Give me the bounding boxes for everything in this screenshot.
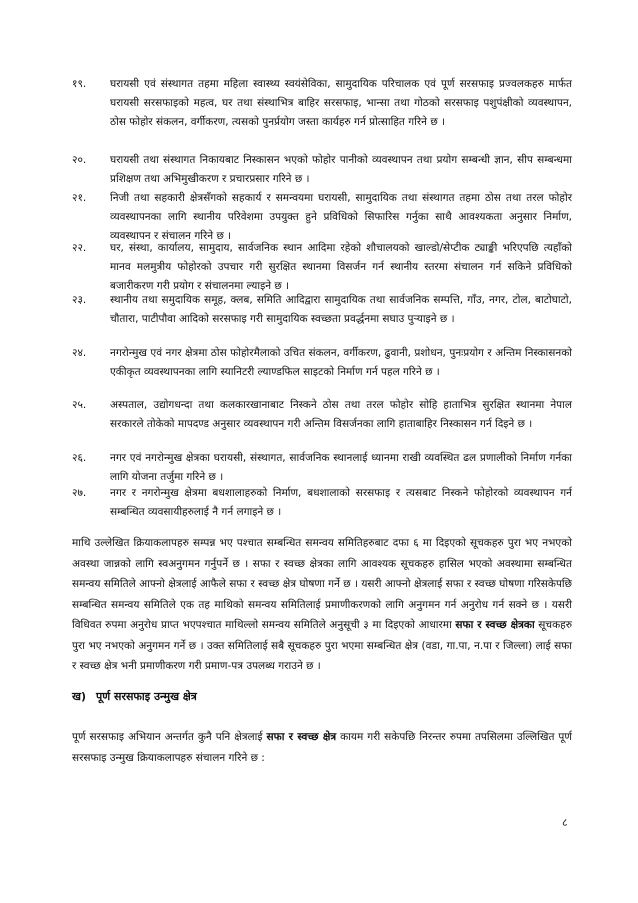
list-item-text: स्थानीय तथा समुदायिक समूह, क्लब, समिति आदिद्वारा सामुदायिक तथा सार्वजनिक सम्पत्ति, गाँउ, नगर, टोल, बाटोघाटो, चौतारा, पाटीपौवा आदिको सरसफाइ गरी सामुदायिक स्वच्छता प्रवर्द्धनमा सघाउ पुऱ्याइने छ । — [110, 294, 572, 325]
paragraph-bold-text: सफा र स्वच्छ क्षेत्र — [266, 731, 337, 743]
list-item-text: अस्पताल, उद्योगधन्दा तथा कलकारखानाबाट निस्कने ठोस तथा तरल फोहोर सोहि हाताभित्र सुरक्षित स्थानमा नेपाल सरकारले तोकेको मापदण्ड अनुसार व्यवस्थापन गरी अन्तिम विसर्जनका लागि हाताबाहिर निस्कासन गर्न दिइने छ । — [110, 399, 572, 430]
paragraph-bold-text: सफा र स्वच्छ क्षेत्रका — [455, 619, 535, 631]
section-heading-label: ख) — [72, 690, 87, 703]
monitoring-paragraph — [72, 533, 572, 677]
list-item-text: नगर र नगरोन्मुख क्षेत्रमा बधशालाहरुको निर्माण, बधशालाको सरसफाइ र त्यसबाट निस्कने फोहोरको व्यवस्थापन गर्न सम्बन्धित व्यवसायीहरुलाई नै गर्न लगाइने छ । — [110, 487, 572, 518]
list-item-number: २५. — [72, 399, 87, 411]
page-number: ८ — [562, 816, 568, 829]
paragraph-text: माथि उल्लेखित क्रियाकलापहरु सम्पन्न भए पश्चात सम्बन्धित समन्वय समितिहरुबाट दफा ६ मा दिइएको सूचकहरु पुरा भए नभएको अवस्था जान्नको लागि स्वअनुगमन गर्नुपर्ने छ । सफा र स्वच्छ क्षेत्रका लागि आवश्यक सूचकहरु हासिल भएको अवस्थामा सम्बन्धित समन्वय समितिले आफ्नो क्षेत्रलाई आफैले सफा र स्वच्छ क्षेत्र घोषणा गर्ने छ । यसरी आफ्नो क्षेत्रलाई सफा र स्वच्छ घोषणा गरिसकेपछि सम्बन्धित समन्वय समितिले एक तह माथिको समन्वय समितिलाई प्रमाणीकरणको लागि अनुगमन गर्न अनुरोध गर्न सक्ने छ । यसरी विधिवत रुपमा अनुरोध प्राप्त भएपश्चात माथिल्लो समन्वय समितिले अनुसूची ३ मा दिइएको आधारमा — [72, 537, 572, 631]
paragraph-text: कायम गरी सकेपछि निरन्तर रुपमा तपसिलमा उल्लिखित पूर्ण सरसफाइ उन्मुख क्रियाकलापहरु संचालन गरिने छ : — [72, 731, 572, 764]
list-item-number: २४. — [72, 347, 87, 359]
list-item-text: घर, संस्था, कार्यालय, सामुदाय, सार्वजनिक स्थान आदिमा रहेको शौचालयको खाल्डो/सेप्टीक ट्याङ्की भरिएपछि त्यहाँको मानव मलमुत्रीय फोहोरको उपचार गरी सुरक्षित स्थानमा विसर्जन गर्न स्थानीय स्तरमा संचालन गर्न सकिने प्रविधिको बजारीकरण गरी प्रयोग र संचालनमा ल्याइने छ । — [110, 242, 572, 292]
list-item-number: २६. — [72, 452, 87, 464]
list-item-number: २७. — [72, 487, 87, 499]
section-heading — [72, 688, 207, 706]
list-item-number: २०. — [72, 154, 87, 166]
list-item-text: नगरोन्मुख एवं नगर क्षेत्रमा ठोस फोहोरमैलाको उचित संकलन, वर्गीकरण, ढुवानी, प्रशोधन, पुनःप्रयोग र अन्तिम निस्कासनको एकीकृत व्यवस्थापनका लागि स्यानिटरी ल्याण्डफिल साइटको निर्माण गर्न पहल गरिने छ । — [110, 347, 572, 378]
paragraph-text: पूर्ण सरसफाइ अभियान अन्तर्गत कुनै पनि क्षेत्रलाई — [72, 731, 267, 743]
list-item-text: निजी तथा सहकारी क्षेत्रसँगको सहकार्य र समन्वयमा घरायसी, सामुदायिक तथा संस्थागत तहमा ठोस तथा तरल फोहोर व्यवस्थापनका लागि स्थानीय परिवेशमा उपयुक्त हुने प्रविधिको सिफारिस गर्नुका साथै आवश्यकता अनुसार निर्माण, व्यवस्थापन र संचालन गरिने छ । — [110, 192, 572, 242]
list-item-number: २३. — [72, 294, 87, 306]
list-item-text: घरायसी तथा संस्थागत निकायबाट निस्कासन भएको फोहोर पानीको व्यवस्थापन तथा प्रयोग सम्बन्धी ज्ञान, सीप सम्बन्धमा प्रशिक्षण तथा अभिमुखीकरण र प्रचारप्रसार गरिने छ । — [110, 154, 572, 185]
list-item-text: नगर एवं नगरोन्मुख क्षेत्रका घरायसी, संस्थागत, सार्वजनिक स्थानलाई ध्यानमा राखी व्यवस्थित ढल प्रणालीको निर्माण गर्नका लागि योजना तर्जुमा गरिने छ । — [110, 452, 572, 483]
intro-paragraph — [72, 727, 572, 768]
section-heading-text: पूर्ण सरसफाइ उन्मुख क्षेत्र — [96, 690, 197, 703]
list-item-number: २२. — [72, 242, 87, 254]
list-item-number: २१. — [72, 192, 87, 204]
paragraph-text: सूचकहरु पुरा भए नभएको अनुगमन गर्ने छ । उक्त समितिलाई सबै सूचकहरु पुरा भएमा सम्बन्धित क्षेत्र (वडा, गा.पा, न.पा र जिल्ला) लाई सफा र स्वच्छ क्षेत्र भनी प्रमाणीकरण गरी प्रमाण-पत्र उपलब्ध गराउने छ । — [72, 619, 572, 672]
list-item-text: घरायसी एवं संस्थागत तहमा महिला स्वास्थ्य स्वयंसेविका, सामुदायिक परिचालक एवं पूर्ण सरसफाइ प्रज्वलकहरु मार्फत घरायसी सरसफाइको महत्व, घर तथा संस्थाभित्र बाहिर सरसफाइ, भान्सा तथा गोठको सरसफाइ पशुपंक्षीको व्यवस्थापन, ठोस फोहोर संकलन, वर्गीकरण, त्यसको पुनर्प्रयोग जस्ता कार्यहरु गर्न प्रोत्साहित गरिने छ । — [110, 78, 572, 128]
list-item-number: १९. — [72, 78, 87, 90]
